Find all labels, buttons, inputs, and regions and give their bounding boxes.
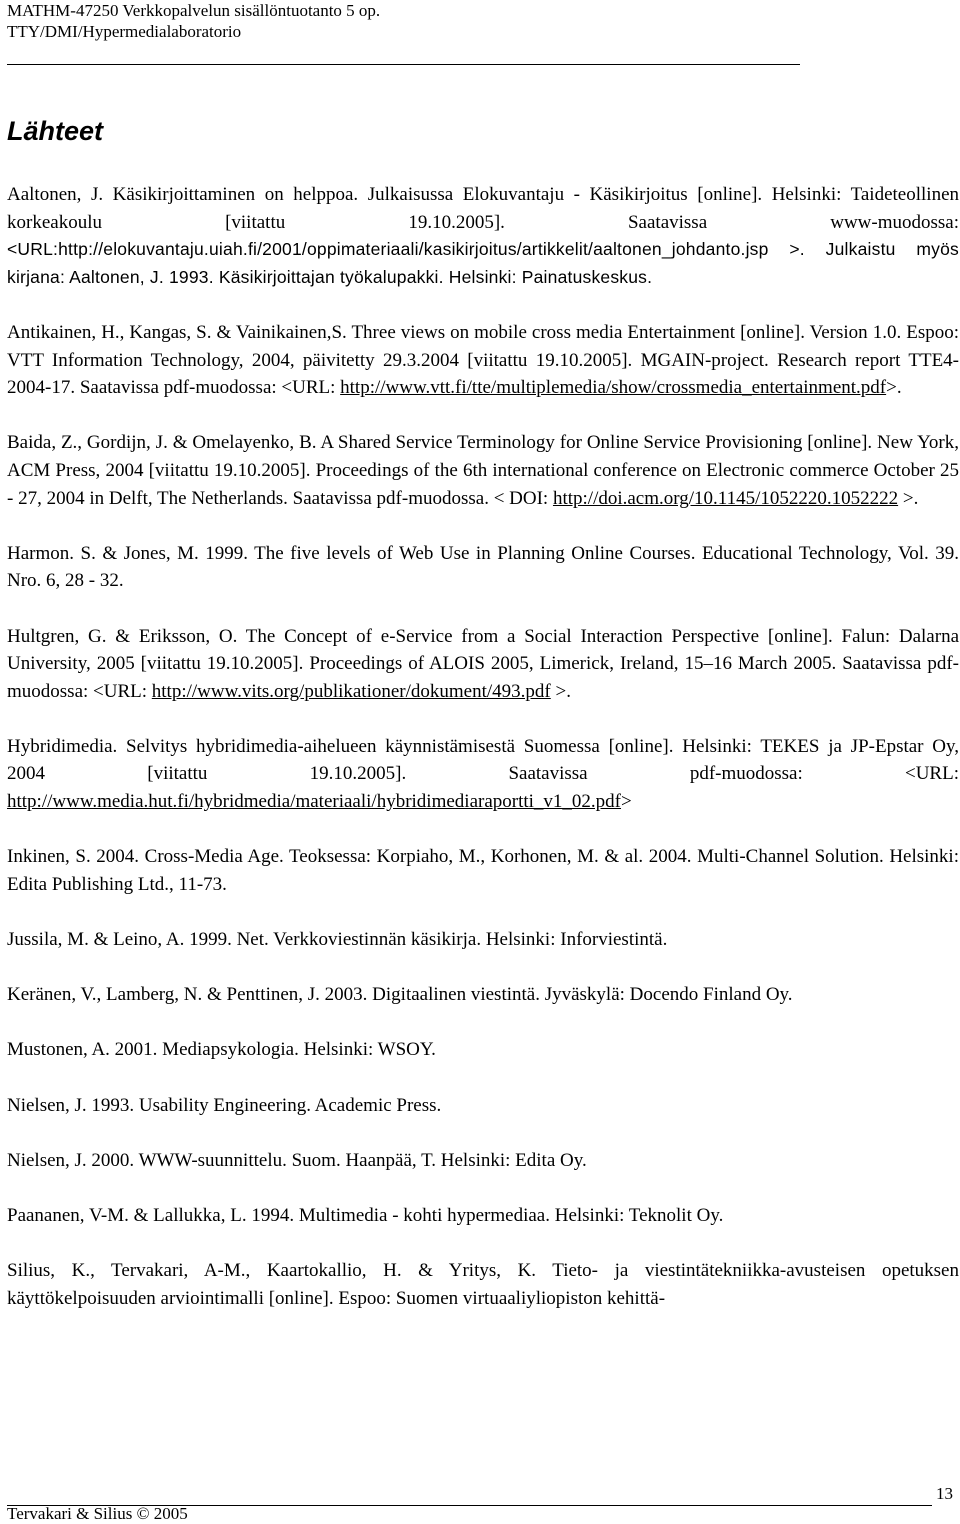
reference-text: Jussila, M. & Leino, A. 1999. Net. Verkkoviestinnän käsikirja. Helsinki: Inforviestintä. <box>7 929 668 951</box>
reference-entry <box>7 540 959 595</box>
reference-text: >. <box>550 680 571 702</box>
reference-text: Inkinen, S. 2004. Cross-Media Age. Teoksessa: Korpiaho, M., Korhonen, M. & al. 2004. Multi-Channel Solution. Helsinki: Edita Publishing Ltd., 11-73. <box>7 846 959 895</box>
reference-entry <box>7 181 959 291</box>
reference-entry <box>7 926 959 954</box>
reference-text: Paananen, V-M. & Lallukka, L. 1994. Multimedia - kohti hypermediaa. Helsinki: Teknolit Oy. <box>7 1204 724 1226</box>
reference-text: Silius, K., Tervakari, A-M., Kaartokallio, H. & Yritys, K. Tieto- ja viestintätekniikka-avusteisen opetuksen käyttökelpoisuuden arviointimalli [online]. Espoo: Suomen virtuaaliyliopiston kehittä- <box>7 1260 959 1309</box>
reference-link[interactable]: http://www.vtt.fi/tte/multiplemedia/show/crossmedia_entertainment.pdf <box>340 377 887 399</box>
reference-text: Baida, Z., Gordijn, J. & Omelayenko, B. A Shared Service Terminology for Online Service Provisioning [online]. New York, ACM Press, 2004 [viitattu 19.10.2005]. Proceedings of the 6th international conference on Electronic commerce October 25 - 27, 2004 in Delft, The Netherlands. Saatavissa pdf-muodossa. < DOI: <box>7 432 959 509</box>
running-header <box>7 0 380 42</box>
reference-link[interactable]: http://www.vits.org/publikationer/dokument/493.pdf <box>151 680 551 702</box>
reference-text: <URL:http://elokuvantaju.uiah.fi/2001/oppimateriaali/kasikirjoitus/artikkelit/aaltonen_johdanto.jsp >. Julkaistu myös kirjana: Aaltonen, J. 1993. Käsikirjoittajan työkalupakki. Helsinki: Painatuskeskus. <box>7 239 959 287</box>
reference-list <box>7 181 959 1340</box>
page-number: 13 <box>936 1484 953 1503</box>
reference-text: >. <box>886 377 902 399</box>
reference-entry <box>7 1092 959 1120</box>
reference-text: Mustonen, A. 2001. Mediapsykologia. Helsinki: WSOY. <box>7 1039 436 1061</box>
reference-link[interactable]: http://www.media.hut.fi/hybridmedia/materiaali/hybridimediaraportti_v1_02.pdf <box>7 791 622 813</box>
reference-text: Hybridimedia. Selvitys hybridimedia-aihelueen käynnistämisestä Suomessa [online]. Helsinki: TEKES ja JP-Epstar Oy, 2004 [viitattu 19.10.2005]. Saatavissa pdf-muodossa: <URL: <box>7 735 959 785</box>
reference-entry <box>7 1147 959 1175</box>
reference-text: Hultgren, G. & Eriksson, O. The Concept of e-Service from a Social Interaction Perspective [online]. Falun: Dalarna University, 2005 [viitattu 19.10.2005]. Proceedings of ALOIS 2005, Limerick, Ireland, 15–16 March 2005. Saatavissa pdf-muodossa: <URL: <box>7 625 959 702</box>
page-title: Lähteet <box>7 116 104 146</box>
reference-text: Nielsen, J. 1993. Usability Engineering. Academic Press. <box>7 1094 442 1116</box>
reference-text: > <box>621 791 632 813</box>
reference-entry <box>7 1036 959 1064</box>
footer-copyright: Tervakari & Silius © 2005 <box>7 1504 188 1523</box>
reference-entry <box>7 1202 959 1230</box>
reference-text: Nielsen, J. 2000. WWW-suunnittelu. Suom. Haanpää, T. Helsinki: Edita Oy. <box>7 1149 587 1171</box>
reference-entry <box>7 843 959 898</box>
course-title: MATHM-47250 Verkkopalvelun sisällöntuotanto 5 op. <box>7 1 381 20</box>
reference-entry <box>7 429 959 512</box>
header-rule <box>7 64 800 65</box>
reference-link[interactable]: http://doi.acm.org/10.1145/1052220.1052222 <box>552 487 899 509</box>
reference-entry <box>7 623 959 706</box>
reference-entry <box>7 733 959 816</box>
reference-text: >. <box>898 487 919 509</box>
reference-entry <box>7 319 959 402</box>
reference-text: Harmon. S. & Jones, M. 1999. The five levels of Web Use in Planning Online Courses. Educational Technology, Vol. 39. Nro. 6, 28 - 32. <box>7 542 959 592</box>
department: TTY/DMI/Hypermedialaboratorio <box>7 22 242 41</box>
reference-text: Aaltonen, J. Käsikirjoittaminen on helppoa. Julkaisussa Elokuvantaju - Käsikirjoitus [online]. Helsinki: Taideteollinen korkeakoulu [viitattu 19.10.2005]. Saatavissa www-muodossa: <box>7 184 959 233</box>
reference-entry <box>7 1257 959 1312</box>
reference-entry <box>7 981 959 1009</box>
reference-text: Antikainen, H., Kangas, S. & Vainikainen,S. Three views on mobile cross media Entertainment [online]. Version 1.0. Espoo: VTT Information Technology, 2004, päivitetty 29.3.2004 [viitattu 19.10.2005]. MGAIN-project. Research report TTE4-2004-17. Saatavissa pdf-muodossa: <URL: <box>7 321 959 399</box>
reference-text: Keränen, V., Lamberg, N. & Penttinen, J. 2003. Digitaalinen viestintä. Jyväskylä: Docendo Finland Oy. <box>7 984 793 1006</box>
